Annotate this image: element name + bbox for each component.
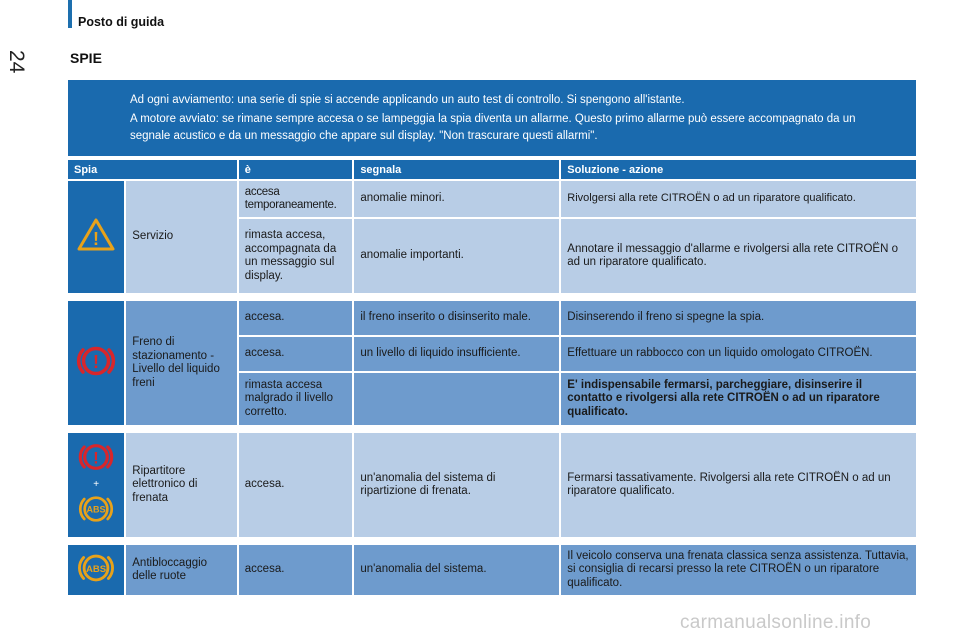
table-header-row [68, 160, 916, 179]
column-header-spia: Spia [68, 160, 237, 179]
abs-icon [75, 548, 117, 588]
warning-triangle-icon [76, 217, 116, 253]
brake-mark: ! [93, 448, 99, 467]
row-signal: anomalie minori. [354, 181, 559, 217]
header-accent-bar [68, 0, 72, 28]
row-state: accesa temporaneamente. [239, 181, 353, 217]
row-signal: un'anomalia del sistema di ripartizione di frenata. [354, 433, 559, 537]
icon-cell [68, 433, 124, 537]
group-name: Ripartitore elettronico di frenata [126, 433, 237, 537]
page-number: 24 [5, 50, 28, 74]
plus-sign: + [93, 479, 100, 490]
row-action: Il veicolo conserva una frenata classica senza assistenza. Tuttavia, si consiglia di recarsi presso la rete CITROËN o un riparatore qualificato. [561, 545, 916, 595]
icon-cell [68, 181, 124, 293]
triangle-mark: ! [93, 228, 100, 249]
row-state: rimasta accesa malgrado il livello corretto. [239, 373, 353, 425]
icon-cell [68, 545, 124, 595]
row-state: rimasta accesa, accompagnata da un messaggio sul display. [239, 219, 353, 293]
group-name: Servizio [126, 181, 237, 293]
row-signal: il freno inserito o disinserito male. [354, 301, 559, 335]
row-signal: un'anomalia del sistema. [354, 545, 559, 595]
row-signal [354, 373, 559, 425]
row-state: accesa. [239, 433, 353, 537]
column-header-e: è [239, 160, 353, 179]
intro-line-2: A motore avviato: se rimane sempre accesa o se lampeggia la spia diventa un allarme. Questo primo allarme può essere accompagnato da un segnale acustico e da un messaggio che appare sul display. "Non trascurare questi allarmi". [130, 113, 856, 142]
row-action: E' indispensabile fermarsi, parcheggiare, disinserire il contatto e rivolgersi alla rete CITROËN o ad un riparatore qualificato. [561, 373, 916, 425]
abs-label: ABS [86, 563, 107, 575]
group-name: Antibloccaggio delle ruote [126, 545, 237, 595]
row-state: accesa. [239, 337, 353, 371]
row-action: Effettuare un rabbocco con un liquido omologato CITROËN. [561, 337, 916, 371]
table-row [68, 433, 916, 537]
table-row [68, 301, 916, 335]
brake-warning-icon [75, 340, 117, 382]
row-action: Annotare il messaggio d'allarme e rivolgersi alla rete CITROËN o ad un riparatore qualificato. [561, 219, 916, 293]
icon-cell [68, 301, 124, 425]
brake-mark: ! [93, 351, 100, 372]
row-state: accesa. [239, 545, 353, 595]
row-action: Fermarsi tassativamente. Rivolgersi alla rete CITROËN o ad un riparatore qualificato. [561, 433, 916, 537]
row-signal: anomalie importanti. [354, 219, 559, 293]
column-header-soluzione: Soluzione - azione [561, 160, 916, 179]
row-action: Disinserendo il freno si spegne la spia. [561, 301, 916, 335]
abs-label: ABS [86, 504, 106, 515]
brake-warning-icon [75, 438, 117, 476]
intro-line-1: Ad ogni avviamento: una serie di spie si accende applicando un auto test di controllo. Si spengono all'istante. [130, 94, 685, 106]
intro-box [68, 80, 916, 156]
page-heading: SPIE [70, 50, 102, 66]
warning-lights-table [66, 158, 918, 597]
watermark: carmanualsonline.info [680, 612, 872, 633]
table-row [68, 181, 916, 217]
row-signal: un livello di liquido insufficiente. [354, 337, 559, 371]
row-state: accesa. [239, 301, 353, 335]
section-title: Posto di guida [78, 15, 165, 29]
abs-icon [75, 490, 117, 528]
row-action: Rivolgersi alla rete CITROËN o ad un riparatore qualificato. [561, 181, 916, 217]
column-header-segnala: segnala [354, 160, 559, 179]
group-name: Freno di stazionamento - Livello del liquido freni [126, 301, 237, 425]
table-row [68, 545, 916, 595]
